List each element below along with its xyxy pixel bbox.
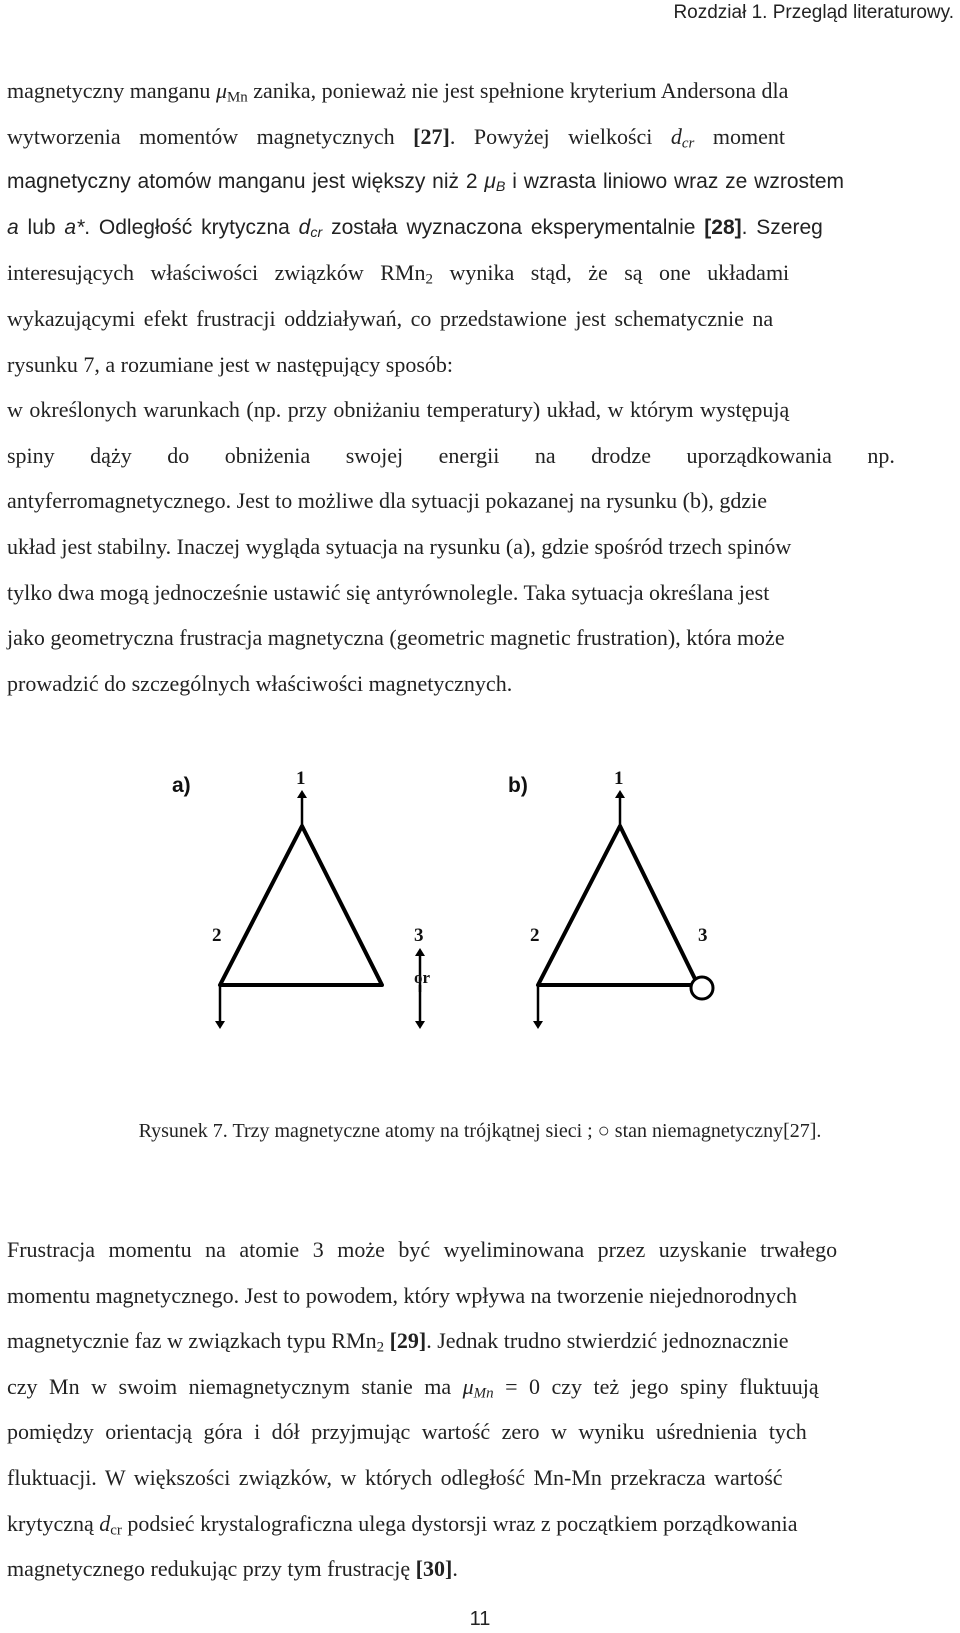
- text-line: czy Mn w swoim niemagnetycznym stanie ma $\mu_{Mn} = 0$ czy też jego spiny fluktuują: [7, 1373, 819, 1402]
- atom-label-3-b: 3: [698, 925, 708, 946]
- text-line: fluktuacji. W większości związków, w których odległość Mn-Mn przekracza wartość: [7, 1464, 783, 1490]
- triangle-a: [220, 826, 382, 985]
- nonmagnetic-atom-3-circle: [691, 977, 713, 999]
- figure-caption: Rysunek 7. Trzy magnetyczne atomy na trójkątnej sieci ; ○ stan niemagnetyczny[27].: [138, 1120, 822, 1142]
- citation: [29]: [384, 1328, 427, 1354]
- atom-label-1-b: 1: [614, 768, 624, 789]
- text-line: magnetycznie faz w związkach typu RMn$_2$ [29]. Jednak trudno stwierdzić jednoznacznie: [7, 1328, 789, 1356]
- text-line: tylko dwa mogą jednocześnie ustawić się antyrównolegle. Taka sytuacja określana jest: [7, 579, 770, 605]
- atom-label-3-a: 3: [414, 925, 424, 946]
- panel-label-a: a): [172, 774, 191, 797]
- text-line: pomiędzy orientacją góra i dół przyjmując wartość zero w wyniku uśrednienia tych: [7, 1419, 807, 1445]
- frustration-diagram: [150, 780, 790, 1070]
- text-line: spiny dąży do obniżenia swojej energii na drodze uporządkowania np.: [7, 442, 895, 468]
- text-line: wytworzenia momentów magnetycznych [27]. Powyżej wielkości $d_{cr}$ moment: [7, 123, 785, 151]
- triangle-b: [538, 826, 698, 985]
- text-line: a lub a*. Odległość krytyczna $d_{cr}$ została wyznaczona eksperymentalnie [28]. Szereg: [7, 215, 823, 241]
- text-line: magnetyczny atomów manganu jest większy niż 2 $\mu_B$ i wzrasta liniowo wraz ze wzrostem: [7, 170, 845, 196]
- figure-triangular-lattice: [150, 768, 790, 1070]
- text-line: momentu magnetycznego. Jest to powodem, który wpływa na tworzenie niejednorodnych: [7, 1282, 797, 1308]
- citation: [30]: [415, 1556, 453, 1582]
- text-line: rysunku 7, a rozumiane jest w następujący sposób:: [7, 351, 454, 377]
- page-number: 11: [469, 1608, 491, 1630]
- text-line: interesujących właściwości związków RMn$_2$ wynika stąd, że są one układami: [7, 260, 790, 288]
- chapter-header: Rozdział 1. Przegląd literaturowy.: [673, 2, 954, 23]
- citation: [28]: [704, 215, 742, 239]
- text-line: krytyczną $d_{cr}$ podsieć krystalograficzna ulega dystorsji wraz z początkiem porządkowania: [7, 1510, 798, 1538]
- text-line: jako geometryczna frustracja magnetyczna (geometric magnetic frustration), która może: [7, 625, 785, 651]
- atom-label-1-a: 1: [296, 768, 306, 789]
- text-line: w określonych warunkach (np. przy obniżaniu temperatury) układ, w którym występują: [7, 397, 790, 423]
- or-label: or: [414, 968, 431, 987]
- paragraph-1: [7, 68, 957, 706]
- paragraph-2: [7, 1227, 957, 1592]
- text-line: magnetyczny manganu $\mu_{Mn}$ zanika, ponieważ nie jest spełnione kryterium Andersona dla: [7, 78, 789, 106]
- citation: [27]: [413, 123, 450, 149]
- text-line: prowadzić do szczególnych właściwości magnetycznych.: [7, 670, 513, 696]
- text-line: magnetycznego redukując przy tym frustrację [30].: [7, 1556, 458, 1582]
- panel-label-b: b): [508, 774, 528, 797]
- atom-label-2-b: 2: [530, 925, 540, 946]
- text-line: antyferromagnetycznego. Jest to możliwe dla sytuacji pokazanej na rysunku (b), gdzie: [7, 488, 767, 514]
- text-line: wykazującymi efekt frustracji oddziaływań, co przedstawione jest schematycznie na: [7, 305, 774, 331]
- atom-label-2-a: 2: [212, 925, 222, 946]
- text-line: Frustracja momentu na atomie 3 może być wyeliminowana przez uzyskanie trwałego: [7, 1237, 838, 1262]
- text-line: układ jest stabilny. Inaczej wygląda sytuacja na rysunku (a), gdzie spośród trzech spinów: [7, 533, 792, 559]
